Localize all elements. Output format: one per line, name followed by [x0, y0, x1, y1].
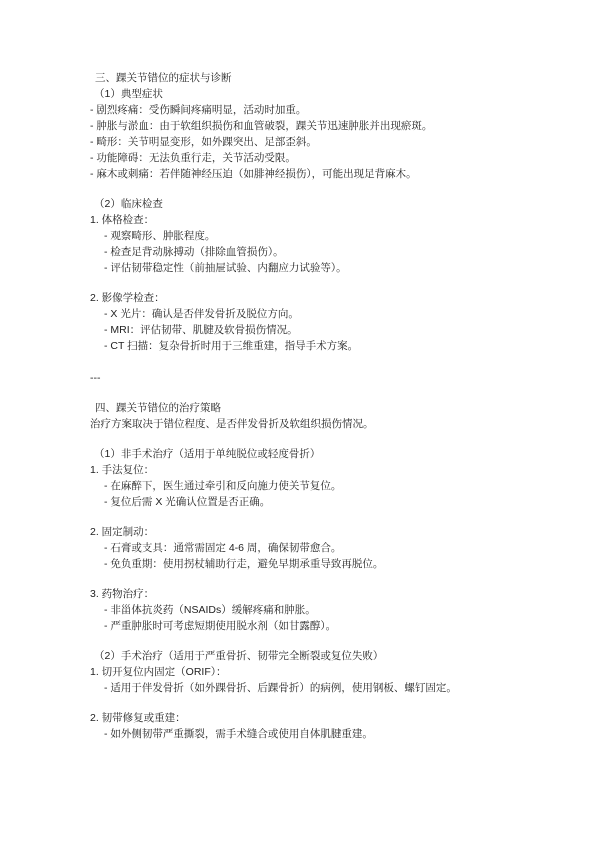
sub-bullet-item: - 检查足背动脉搏动（排除血管损伤）。 [104, 246, 284, 258]
numbered-item-label: 1. 手法复位： [90, 464, 155, 476]
subsection-title: （2）手术治疗（适用于严重骨折、韧带完全断裂或复位失败） [94, 650, 384, 662]
imaging-exam-group [90, 290, 575, 354]
sub-bullet-item: - 免负重期：使用拐杖辅助行走，避免早期承重导致再脱位。 [104, 558, 384, 570]
symptom-item: - 麻木或刺痛：若伴随神经压迫（如腓神经损伤），可能出现足背麻木。 [90, 168, 417, 180]
subsection-title: （1）典型症状 [94, 88, 163, 100]
section-heading: 四、踝关节错位的治疗策略 [95, 402, 221, 414]
sub-bullet-item: - X 光片：确认是否伴发骨折及脱位方向。 [104, 308, 299, 320]
section-symptoms-diagnosis [90, 70, 575, 354]
sub-bullet-item: - CT 扫描：复杂骨折时用于三维重建，指导手术方案。 [104, 340, 359, 352]
sub-bullet-item: - 在麻醉下，医生通过牵引和反向施力使关节复位。 [104, 480, 342, 492]
manual-reduction-group [90, 462, 575, 510]
ligament-repair-group [90, 710, 575, 742]
surgical-block [90, 648, 575, 742]
numbered-item-label: 3. 药物治疗： [90, 588, 155, 600]
sub-bullet-item: - 石膏或支具：通常需固定 4-6 周，确保韧带愈合。 [104, 542, 342, 554]
sub-bullet-item: - 严重肿胀时可考虑短期使用脱水剂（如甘露醇）。 [104, 620, 337, 632]
text-divider: --- [90, 372, 101, 384]
symptom-item: - 肿胀与淤血：由于软组织损伤和血管破裂，踝关节迅速肿胀并出现瘀斑。 [90, 120, 433, 132]
medication-group [90, 586, 575, 634]
subsection-title: （1）非手术治疗（适用于单纯脱位或轻度骨折） [94, 448, 321, 460]
numbered-item-label: 2. 固定制动： [90, 526, 155, 538]
immobilization-group [90, 524, 575, 572]
nonsurgical-block [90, 446, 575, 634]
symptom-item: - 功能障碍：无法负重行走，关节活动受限。 [90, 152, 296, 164]
sub-bullet-item: - 复位后需 X 光确认位置是否正确。 [104, 496, 271, 508]
numbered-item-label: 2. 影像学检查： [90, 292, 165, 304]
subsection-title: （2）临床检查 [94, 198, 163, 210]
numbered-item-label: 1. 切开复位内固定（ORIF）： [90, 666, 227, 678]
sub-bullet-item: - 适用于伴发骨折（如外踝骨折、后踝骨折）的病例，使用钢板、螺钉固定。 [104, 682, 457, 694]
intro-paragraph: 治疗方案取决于错位程度、是否伴发骨折及软组织损伤情况。 [90, 418, 374, 430]
section-treatment-strategy [90, 400, 575, 742]
numbered-item-label: 1. 体格检查： [90, 214, 155, 226]
symptom-item: - 剧烈疼痛：受伤瞬间疼痛明显，活动时加重。 [90, 104, 307, 116]
document-body [90, 70, 575, 742]
sub-bullet-item: - 观察畸形、肿胀程度。 [104, 230, 216, 242]
symptom-item: - 畸形：关节明显变形，如外踝突出、足部歪斜。 [90, 136, 317, 148]
symptoms-block [90, 86, 575, 182]
sub-bullet-item: - 非甾体抗炎药（NSAIDs）缓解疼痛和肿胀。 [104, 604, 316, 616]
sub-bullet-item: - 如外侧韧带严重撕裂，需手术缝合或使用自体肌腱重建。 [104, 728, 373, 740]
sub-bullet-item: - MRI：评估韧带、肌腱及软骨损伤情况。 [104, 324, 298, 336]
numbered-item-label: 2. 韧带修复或重建： [90, 712, 186, 724]
section-heading: 三、踝关节错位的症状与诊断 [95, 72, 232, 84]
physical-exam-group [90, 212, 575, 276]
sub-bullet-item: - 评估韧带稳定性（前抽屉试验、内翻应力试验等）。 [104, 262, 347, 274]
orif-group [90, 664, 575, 696]
clinical-exam-block [90, 196, 575, 354]
